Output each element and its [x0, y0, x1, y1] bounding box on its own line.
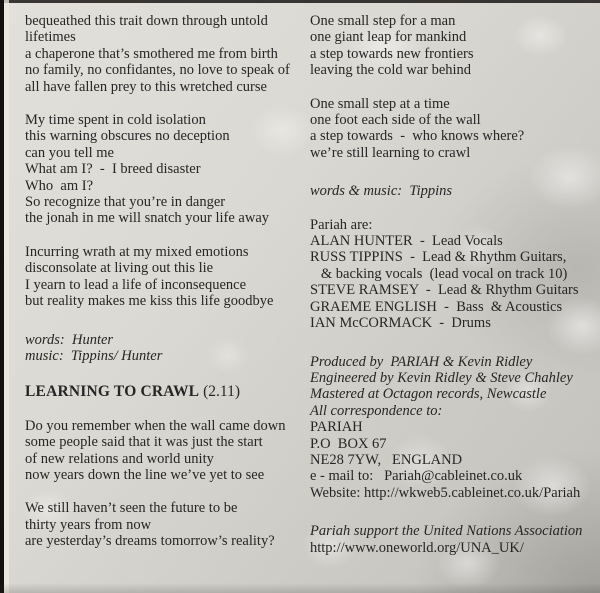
text-line: words & music: Tippins: [310, 183, 453, 200]
text-line: What am I? - I breed disaster: [25, 161, 201, 178]
text-line: Engineered by Kevin Ridley & Steve Chahley: [310, 369, 573, 386]
text-line: are yesterday’s dreams tomorrow’s reality?: [25, 533, 275, 550]
text-line: Do you remember when the wall came down: [25, 417, 286, 434]
text-line: All correspondence to:: [310, 402, 443, 419]
song-title-text: LEARNING TO CRAWL: [25, 383, 200, 401]
lyrics-stanza: [25, 13, 301, 95]
text-line: but reality makes me kiss this life goodbye: [25, 293, 274, 310]
text-line: So recognize that you’re in danger: [25, 194, 226, 211]
text-line: one foot each side of the wall: [310, 112, 481, 129]
text-line: http://www.oneworld.org/UNA_UK/: [310, 539, 524, 556]
text-line: leaving the cold war behind: [310, 62, 472, 79]
text-line: & backing vocals (lead vocal on track 10): [310, 265, 568, 282]
text-line: Mastered at Octagon records, Newcastle: [310, 386, 547, 403]
text-line: I yearn to lead a life of inconsequence: [25, 276, 247, 293]
lyrics-stanza: [25, 112, 301, 227]
contact-details: [310, 419, 594, 501]
text-line: Who am I?: [25, 177, 94, 194]
text-line: we’re still learning to crawl: [310, 144, 471, 161]
text-line: can you tell me: [25, 144, 114, 161]
text-line: PARIAH: [310, 419, 363, 436]
words-music-credit: [310, 183, 594, 199]
text-line: now years down the line we’ve yet to see: [25, 466, 265, 483]
text-line: ALAN HUNTER - Lead Vocals: [310, 233, 503, 250]
text-line: P.O BOX 67: [310, 435, 387, 452]
text-line: Produced by PARIAH & Kevin Ridley: [310, 353, 533, 370]
text-line: Website: http://wkweb5.cableinet.co.uk/Pariah: [310, 484, 581, 501]
song-title: [25, 384, 301, 400]
text-line: GRAEME ENGLISH - Bass & Acoustics: [310, 298, 563, 315]
text-line: all have fallen prey to this wretched curse: [25, 78, 267, 95]
text-line: e - mail to: Pariah@cableinet.co.uk: [310, 468, 523, 485]
text-line: My time spent in cold isolation: [25, 112, 206, 129]
production-credits: [310, 354, 594, 420]
text-line: a chaperone that’s smothered me from birth: [25, 45, 278, 62]
text-line: of new relations and world unity: [25, 450, 214, 467]
scan-edge-bottom: [0, 583, 600, 593]
paper-edge-highlight: [4, 0, 9, 593]
text-line: IAN McCORMACK - Drums: [310, 315, 491, 332]
text-line: one giant leap for mankind: [310, 29, 467, 46]
text-line: bequeathed this trait down through untold: [25, 13, 268, 29]
text-line: thirty years from now: [25, 516, 152, 533]
text-line: Pariah are:: [310, 216, 373, 233]
band-lineup: [310, 217, 594, 332]
lyrics-stanza: [25, 418, 301, 484]
lyrics-stanza: [310, 13, 594, 79]
una-url: [310, 540, 594, 556]
text-line: no family, no confidantes, no love to speak of: [25, 62, 290, 79]
left-column: [25, 13, 301, 550]
text-line: disconsolate at living out this lie: [25, 260, 214, 277]
text-line: the jonah in me will snatch your life away: [25, 210, 270, 227]
text-line: a step towards - who knows where?: [310, 128, 525, 145]
lyrics-stanza: [310, 96, 594, 162]
song-duration: (2.11): [199, 383, 240, 401]
right-column: [310, 13, 594, 556]
lyrics-stanza: [25, 500, 301, 549]
text-line: music: Tippins/ Hunter: [25, 347, 163, 364]
una-support-note: [310, 523, 594, 539]
text-line: a step towards new frontiers: [310, 45, 474, 62]
text-line: lifetimes: [25, 29, 76, 46]
words-music-credit: [25, 332, 301, 365]
text-line: Pariah support the United Nations Association: [310, 523, 583, 540]
lyrics-stanza: [25, 244, 301, 310]
scan-edge-top: [0, 0, 600, 3]
text-line: this warning obscures no deception: [25, 128, 230, 145]
text-line: We still haven’t seen the future to be: [25, 500, 238, 517]
text-line: STEVE RAMSEY - Lead & Rhythm Guitars: [310, 282, 579, 299]
text-line: Incurring wrath at my mixed emotions: [25, 243, 249, 260]
text-line: One small step at a time: [310, 95, 450, 112]
text-line: NE28 7YW, ENGLAND: [310, 451, 463, 468]
text-line: One small step for a man: [310, 13, 456, 29]
text-line: some people said that it was just the start: [25, 434, 263, 451]
text-line: RUSS TIPPINS - Lead & Rhythm Guitars,: [310, 249, 567, 266]
text-line: words: Hunter: [25, 331, 114, 348]
